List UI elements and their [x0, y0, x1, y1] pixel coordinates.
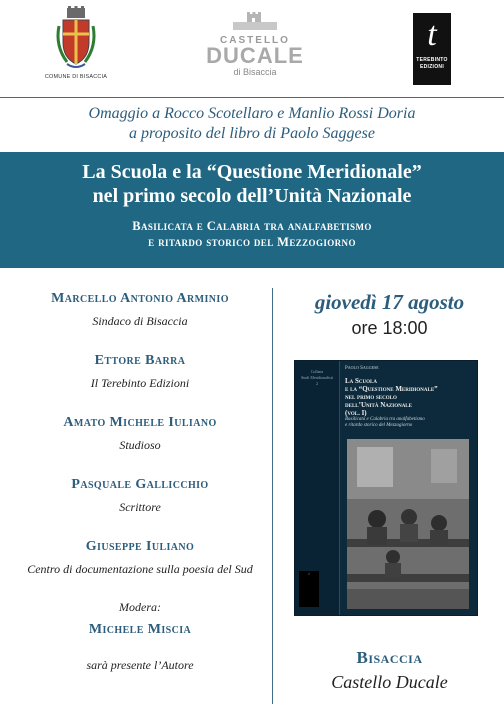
- title-band: [0, 152, 504, 268]
- book-spine: [295, 361, 340, 615]
- subtitle-line-2: e ritardo storico del Mezzogiorno: [148, 235, 356, 249]
- book-title-line: La Scuola: [345, 377, 377, 385]
- speaker-role: Scrittore: [119, 500, 161, 514]
- intro-line-1: Omaggio a Rocco Scotellaro e Manlio Rossi Doria: [88, 105, 416, 122]
- terebinto-edizioni: EDIZIONI: [419, 64, 445, 70]
- speaker: [0, 538, 280, 600]
- event-day: giovedì 17 agosto: [314, 290, 465, 314]
- speaker-name: Giuseppe Iuliano: [85, 539, 195, 554]
- event-title: [0, 160, 504, 208]
- book-title-line: (vol. I): [345, 409, 367, 417]
- intro-text: [0, 104, 504, 144]
- speaker-role: Studioso: [119, 438, 161, 452]
- event-subtitle: [0, 218, 504, 250]
- event-date: [275, 290, 504, 340]
- comune-logo: [42, 6, 110, 80]
- speaker-role: Centro di documentazione sulla poesia del Sud: [27, 562, 253, 576]
- book-cover: [294, 360, 478, 616]
- book-title: [345, 377, 473, 417]
- publisher-mini-logo: t: [299, 571, 319, 607]
- speaker: [0, 414, 280, 476]
- speaker: [0, 290, 280, 352]
- castello-word: CASTELLO: [220, 35, 290, 46]
- castello-ducale-logo: [205, 12, 305, 77]
- terebinto-name: TEREBINTO: [416, 57, 448, 63]
- speaker-name: Marcello Antonio Arminio: [51, 291, 229, 306]
- book-subtitle-line: e ritardo storico del Mezzogiorno: [345, 423, 413, 428]
- series-label: Collana: [310, 369, 324, 374]
- moderator-name: Michele Miscia: [88, 622, 192, 637]
- moderator-label: Modera:: [119, 600, 161, 614]
- di-bisaccia-word: di Bisaccia: [233, 67, 277, 77]
- speaker-name: Pasquale Gallicchio: [71, 477, 209, 492]
- speaker-name: Amato Michele Iuliano: [63, 415, 217, 430]
- terebinto-glyph-icon: t: [427, 16, 437, 53]
- book-subtitle: [345, 417, 473, 429]
- moderator-block: [0, 600, 280, 639]
- speakers-list: [0, 290, 280, 639]
- book-title-line: dell’Unità Nazionale: [345, 401, 412, 409]
- classroom-photo: [347, 439, 469, 609]
- venue-place: Castello Ducale: [331, 672, 448, 692]
- book-title-line: e la “Questione Meridionale”: [345, 385, 438, 393]
- header: [0, 0, 504, 96]
- book-subtitle-line: Basilicata e Calabria tra analfabetismo: [345, 417, 425, 422]
- series-name: Studi Meridionalisti: [300, 375, 334, 380]
- venue: [275, 648, 504, 694]
- speaker: [0, 352, 280, 414]
- event-time: ore 18:00: [351, 318, 428, 338]
- comune-caption: COMUNE DI BISACCIA: [44, 74, 108, 80]
- speaker: [0, 476, 280, 538]
- intro-line-2: a proposito del libro di Paolo Saggese: [129, 125, 375, 142]
- speaker-name: Ettore Barra: [94, 353, 186, 368]
- series-number: 2: [316, 381, 318, 386]
- title-line-2: nel primo secolo dell’Unità Nazionale: [92, 185, 412, 207]
- ducale-word: DUCALE: [206, 43, 304, 68]
- castle-icon: [225, 12, 285, 30]
- venue-town: Bisaccia: [356, 648, 423, 667]
- author-note: sarà presente l’Autore: [86, 658, 194, 672]
- top-divider: [0, 97, 504, 98]
- subtitle-line-1: Basilicata e Calabria tra analfabetismo: [132, 219, 372, 233]
- terebinto-logo: [413, 13, 451, 85]
- book-author: Paolo Saggese: [345, 366, 379, 371]
- speaker-role: Il Terebinto Edizioni: [90, 376, 190, 390]
- coat-of-arms-icon: [53, 6, 99, 72]
- title-line-1: La Scuola e la “Questione Meridionale”: [82, 161, 422, 183]
- speaker-role: Sindaco di Bisaccia: [92, 314, 188, 328]
- book-title-line: nel primo secolo: [345, 393, 397, 401]
